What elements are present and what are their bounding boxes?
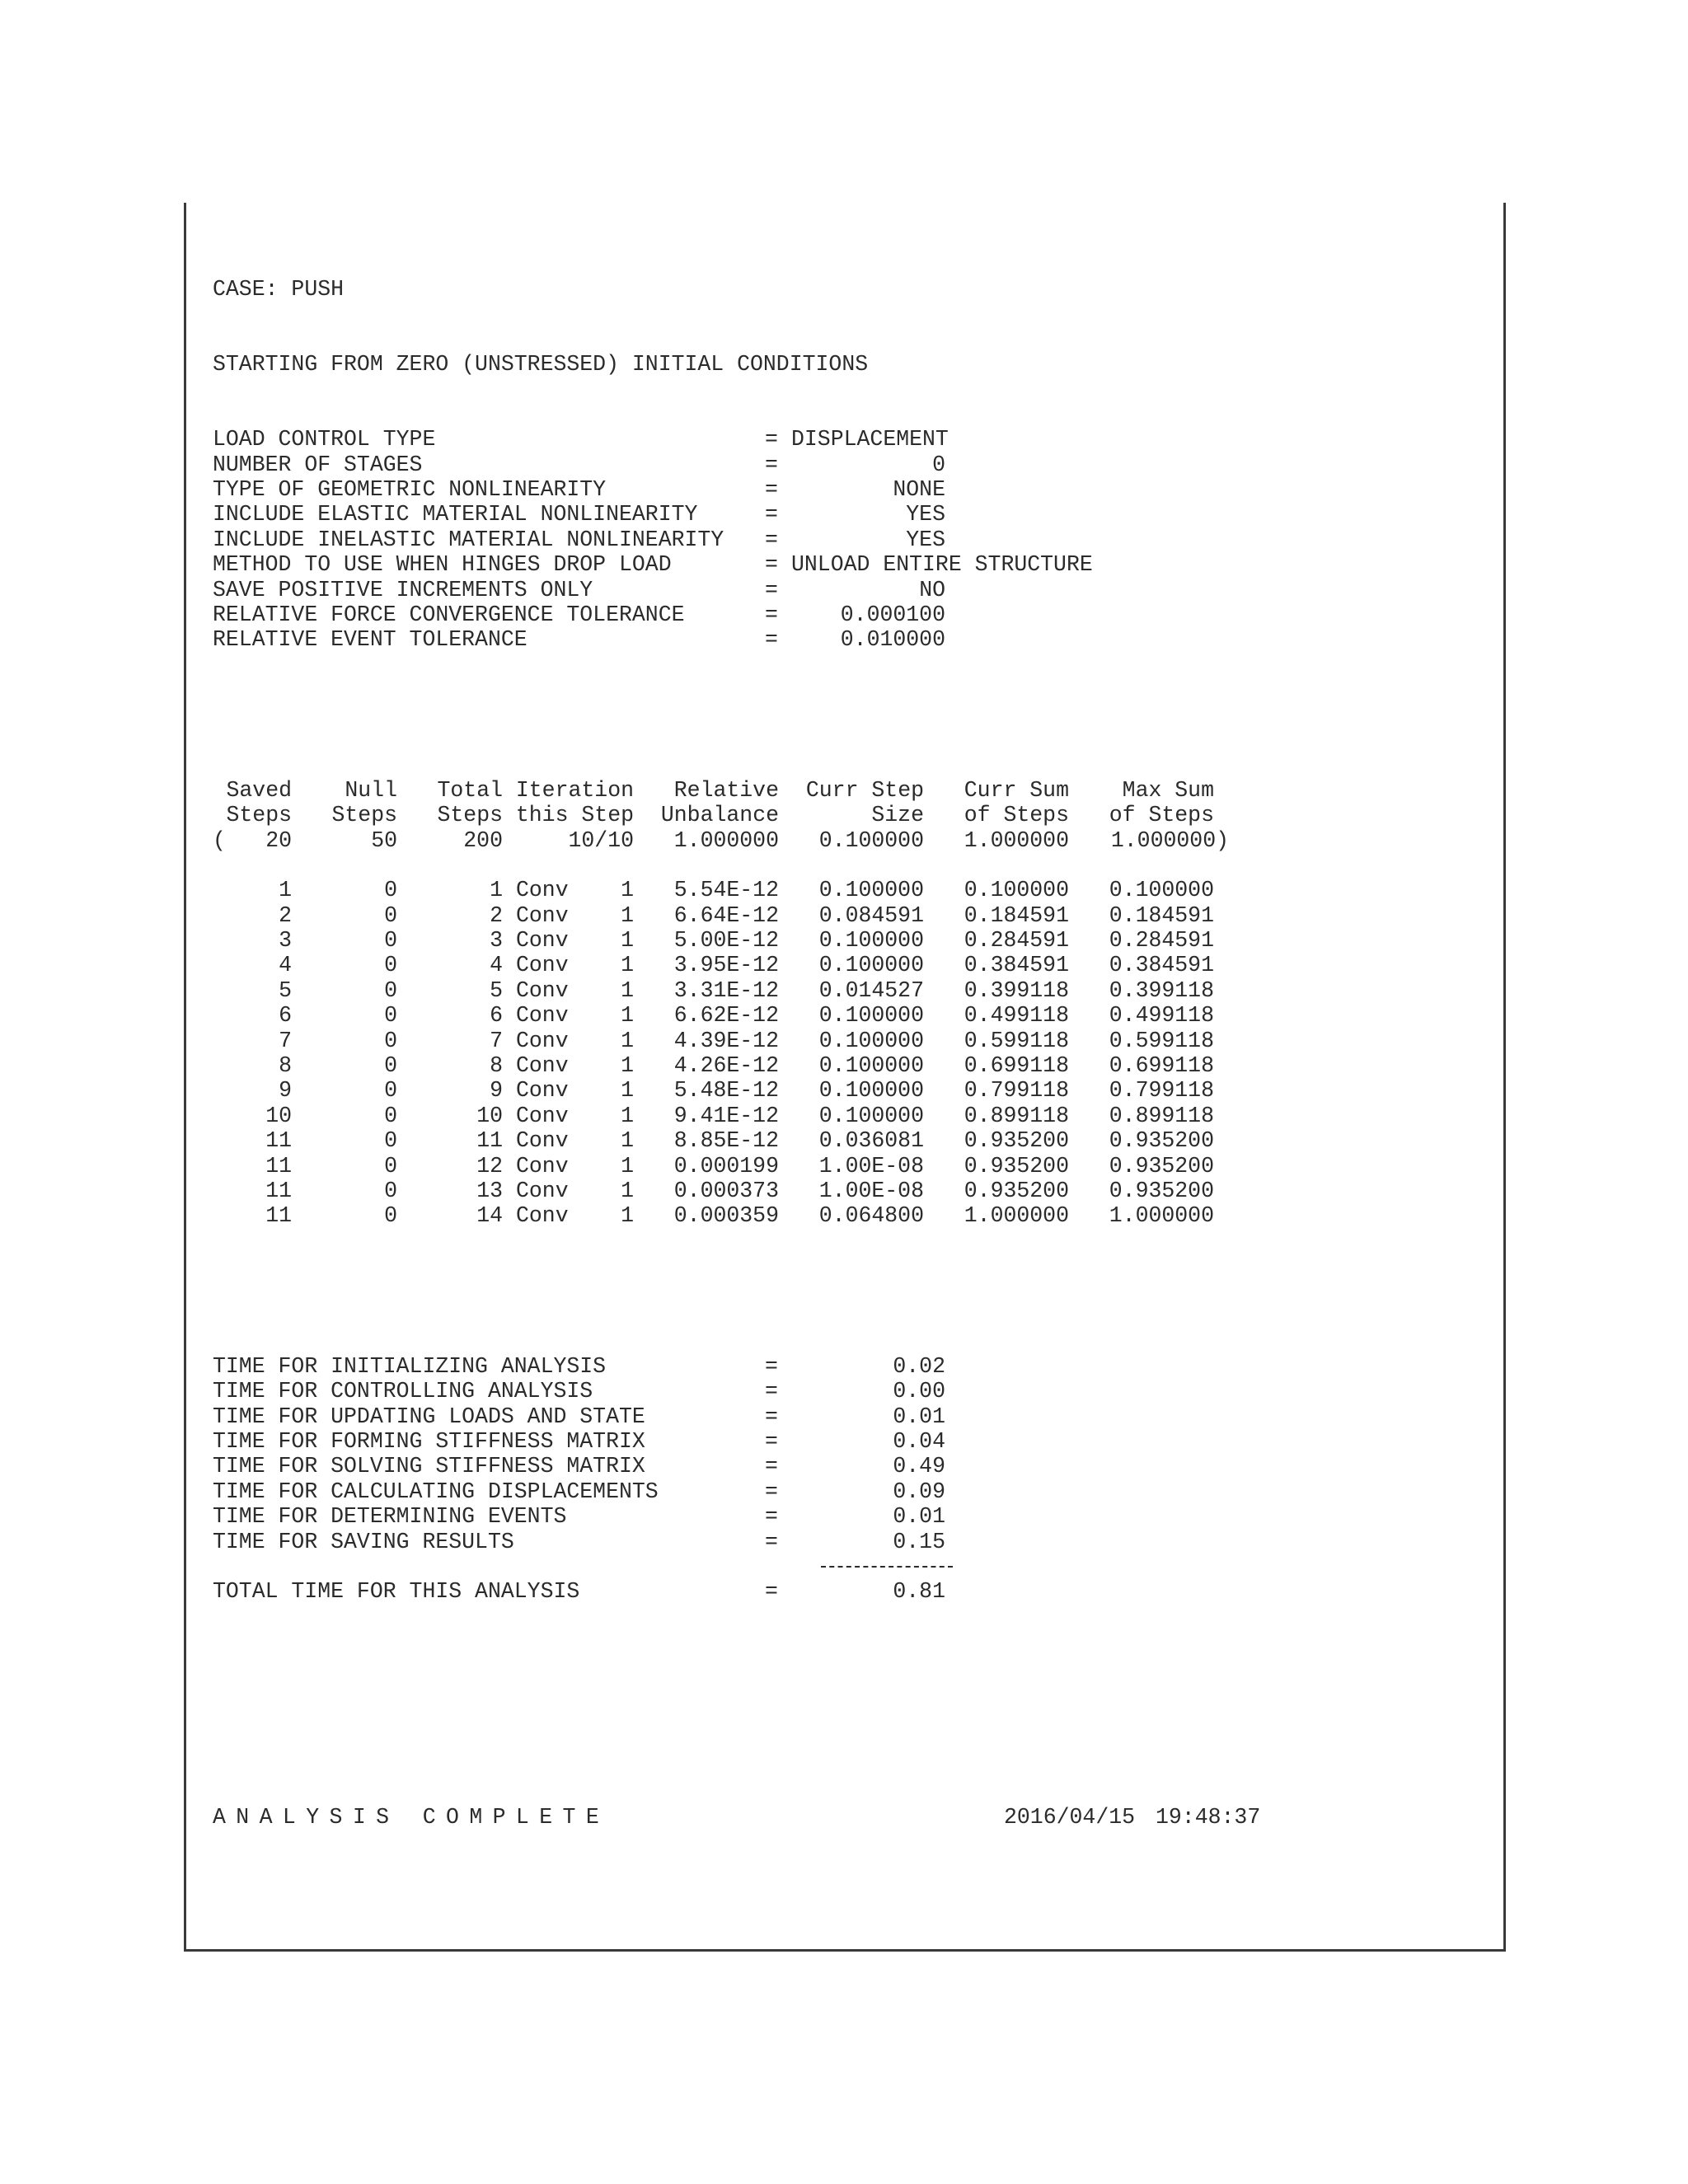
cell-step-size: 0.014527 [818, 977, 924, 1003]
timing-label: TIME FOR CALCULATING DISPLACEMENTS [213, 1479, 659, 1504]
cell-iteration: 1 [621, 1053, 634, 1079]
column-header: this Step [515, 803, 634, 828]
timing-row [213, 1429, 1260, 1454]
column-header: Unbalance [660, 803, 779, 828]
cell-null: 0 [384, 1053, 397, 1079]
cell-unbalance: 0.000359 [673, 1203, 779, 1229]
cell-status: Conv [516, 1103, 569, 1128]
cell-unbalance: 0.000199 [673, 1153, 779, 1179]
timing-row [213, 1479, 1260, 1504]
parameter-label: SAVE POSITIVE INCREMENTS ONLY [213, 577, 593, 602]
table-row [213, 1203, 1260, 1228]
timing-row [213, 1504, 1260, 1529]
timing-label: TIME FOR DETERMINING EVENTS [213, 1504, 567, 1530]
parameter-label: RELATIVE FORCE CONVERGENCE TOLERANCE [213, 602, 685, 627]
cell-null: 0 [384, 977, 397, 1003]
cell-status: Conv [516, 1153, 569, 1179]
completion-time: 19:48:37 [1156, 1804, 1261, 1830]
cell-total: 4 [490, 953, 503, 978]
cell-curr-sum: 0.799118 [964, 1078, 1069, 1104]
parameter-value: NO [919, 577, 945, 602]
column-header: Null [345, 777, 397, 803]
timing-label: TIME FOR UPDATING LOADS AND STATE [213, 1404, 645, 1429]
column-header: Steps [226, 803, 292, 828]
cell-total: 13 [476, 1179, 503, 1203]
cell-saved: 3 [279, 928, 292, 954]
timing-value: 0.04 [893, 1428, 945, 1454]
cell-status: Conv [516, 1179, 569, 1203]
cell-curr-sum: 0.499118 [964, 1003, 1069, 1029]
parameter-label: INCLUDE ELASTIC MATERIAL NONLINEARITY [213, 502, 698, 527]
cell-saved: 2 [279, 902, 292, 928]
table-row [213, 1104, 1260, 1128]
cell-status: Conv [516, 928, 569, 954]
timing-equals: = [765, 1404, 778, 1429]
parameter-label: TYPE OF GEOMETRIC NONLINEARITY [213, 477, 607, 502]
limit-value: 1.000000 [673, 827, 779, 853]
total-time-equals: = [765, 1579, 778, 1605]
cell-max-sum: 0.384591 [1109, 953, 1214, 978]
limit-value: 1.000000) [1110, 827, 1229, 853]
cell-null: 0 [384, 1028, 397, 1053]
column-header: Max Sum [1122, 777, 1214, 803]
cell-saved: 10 [265, 1103, 292, 1128]
cell-iteration: 1 [621, 1179, 634, 1203]
cell-curr-sum: 0.384591 [964, 953, 1069, 978]
cell-step-size: 0.100000 [818, 1028, 924, 1053]
timing-value: 0.09 [893, 1479, 945, 1504]
timing-equals: = [765, 1379, 778, 1404]
parameter-equals: = [765, 502, 778, 527]
cell-status: Conv [516, 1003, 569, 1029]
cell-unbalance: 6.64E-12 [673, 902, 779, 928]
cell-step-size: 1.00E-08 [818, 1179, 924, 1203]
limits-row [213, 828, 1260, 853]
cell-total: 9 [490, 1078, 503, 1104]
cell-null: 0 [384, 928, 397, 954]
cell-step-size: 0.036081 [818, 1128, 924, 1154]
column-header: Total [437, 777, 503, 803]
timing-equals: = [765, 1454, 778, 1479]
cell-iteration: 1 [621, 1078, 634, 1104]
limit-value: 1.000000 [964, 827, 1069, 853]
cell-null: 0 [384, 1153, 397, 1179]
cell-unbalance: 5.54E-12 [673, 878, 779, 903]
cell-null: 0 [384, 902, 397, 928]
cell-total: 5 [490, 977, 503, 1003]
cell-total: 3 [490, 928, 503, 954]
cell-iteration: 1 [621, 977, 634, 1003]
parameter-value: YES [906, 502, 945, 527]
cell-saved: 6 [279, 1003, 292, 1029]
cell-max-sum: 0.935200 [1109, 1179, 1214, 1203]
parameter-row [213, 427, 1260, 452]
column-header: Steps [437, 803, 503, 828]
parameter-row [213, 627, 1260, 652]
parameter-value: DISPLACEMENT [791, 427, 949, 452]
cell-iteration: 1 [621, 1203, 634, 1229]
cell-unbalance: 8.85E-12 [673, 1128, 779, 1154]
parameter-equals: = [765, 452, 778, 477]
table-header-row [213, 803, 1260, 827]
cell-curr-sum: 1.000000 [964, 1203, 1069, 1229]
limit-value: 50 [371, 827, 397, 853]
parameter-row [213, 602, 1260, 627]
parameter-row [213, 477, 1260, 502]
table-row [213, 1029, 1260, 1053]
timing-rule-row [213, 1554, 1260, 1579]
timing-value: 0.15 [893, 1529, 945, 1554]
parameter-row [213, 578, 1260, 602]
cell-total: 7 [490, 1028, 503, 1053]
timing-row [213, 1379, 1260, 1404]
parameter-row [213, 502, 1260, 527]
cell-null: 0 [384, 1103, 397, 1128]
cell-saved: 7 [279, 1028, 292, 1053]
timing-value: 0.02 [893, 1353, 945, 1379]
cell-curr-sum: 0.284591 [964, 928, 1069, 954]
cell-unbalance: 6.62E-12 [673, 1003, 779, 1029]
timing-label: TIME FOR SOLVING STIFFNESS MATRIX [213, 1454, 645, 1479]
parameter-equals: = [765, 602, 778, 627]
cell-curr-sum: 0.184591 [964, 902, 1069, 928]
table-row [213, 1078, 1260, 1103]
total-time-value: 0.81 [893, 1579, 945, 1605]
timing-equals: = [765, 1353, 778, 1379]
timing-equals: = [765, 1529, 778, 1554]
cell-status: Conv [516, 953, 569, 978]
column-header: Saved [226, 777, 292, 803]
parameter-row [213, 452, 1260, 477]
parameter-label: METHOD TO USE WHEN HINGES DROP LOAD [213, 552, 672, 578]
cell-max-sum: 1.000000 [1109, 1203, 1214, 1229]
divider-rule [821, 1566, 953, 1568]
cell-max-sum: 0.699118 [1109, 1053, 1214, 1079]
parameter-label: LOAD CONTROL TYPE [213, 427, 436, 452]
cell-max-sum: 0.184591 [1109, 902, 1214, 928]
completion-date: 2016/04/15 [1004, 1804, 1136, 1830]
parameter-equals: = [765, 627, 778, 653]
cell-total: 6 [490, 1003, 503, 1029]
cell-max-sum: 0.599118 [1109, 1028, 1214, 1053]
column-header: Steps [331, 803, 397, 828]
cell-total: 10 [476, 1103, 503, 1128]
timing-value: 0.00 [893, 1379, 945, 1404]
parameter-equals: = [765, 477, 778, 502]
cell-unbalance: 3.95E-12 [673, 953, 779, 978]
cell-curr-sum: 0.899118 [964, 1103, 1069, 1128]
cell-max-sum: 0.935200 [1109, 1153, 1214, 1179]
cell-total: 8 [490, 1053, 503, 1079]
cell-status: Conv [516, 1078, 569, 1104]
cell-saved: 1 [279, 878, 292, 903]
cell-saved: 11 [265, 1179, 292, 1203]
table-row [213, 928, 1260, 953]
cell-null: 0 [384, 953, 397, 978]
cell-status: Conv [516, 1028, 569, 1053]
cell-curr-sum: 0.599118 [964, 1028, 1069, 1053]
cell-status: Conv [516, 902, 569, 928]
cell-step-size: 0.100000 [818, 928, 924, 954]
table-header-row [213, 778, 1260, 803]
timing-label: TIME FOR SAVING RESULTS [213, 1529, 514, 1554]
cell-saved: 11 [265, 1203, 292, 1229]
cell-max-sum: 0.799118 [1109, 1078, 1214, 1104]
table-row [213, 1128, 1260, 1153]
cell-step-size: 0.100000 [818, 1078, 924, 1104]
timing-value: 0.01 [893, 1404, 945, 1429]
cell-iteration: 1 [621, 1128, 634, 1154]
total-time-row [213, 1579, 1260, 1604]
cell-iteration: 1 [621, 1103, 634, 1128]
cell-unbalance: 9.41E-12 [673, 1103, 779, 1128]
cell-saved: 11 [265, 1128, 292, 1154]
cell-saved: 4 [279, 953, 292, 978]
timing-equals: = [765, 1428, 778, 1454]
cell-step-size: 0.100000 [818, 878, 924, 903]
cell-curr-sum: 0.935200 [964, 1153, 1069, 1179]
cell-curr-sum: 0.100000 [964, 878, 1069, 903]
cell-iteration: 1 [621, 902, 634, 928]
cell-step-size: 0.100000 [818, 953, 924, 978]
cell-iteration: 1 [621, 953, 634, 978]
cell-unbalance: 5.48E-12 [673, 1078, 779, 1104]
parameter-equals: = [765, 577, 778, 602]
parameter-equals: = [765, 552, 778, 578]
column-header: Curr Step [805, 777, 924, 803]
timing-value: 0.49 [893, 1454, 945, 1479]
column-header: Size [871, 803, 924, 828]
timing-list [213, 1354, 1260, 1605]
table-row [213, 978, 1260, 1003]
parameter-value: 0.010000 [840, 627, 945, 653]
cell-curr-sum: 0.935200 [964, 1179, 1069, 1203]
parameter-value: NONE [893, 477, 945, 502]
cell-unbalance: 0.000373 [673, 1179, 779, 1203]
limit-value: 0.100000 [818, 827, 924, 853]
cell-status: Conv [516, 1053, 569, 1079]
column-header: of Steps [1109, 803, 1214, 828]
cell-status: Conv [516, 878, 569, 903]
parameter-row [213, 527, 1260, 552]
timing-row [213, 1354, 1260, 1379]
cell-iteration: 1 [621, 878, 634, 903]
cell-step-size: 0.100000 [818, 1053, 924, 1079]
parameter-equals: = [765, 427, 778, 452]
cell-step-size: 0.100000 [818, 1003, 924, 1029]
cell-max-sum: 0.399118 [1109, 977, 1214, 1003]
limit-value: 20 [265, 827, 292, 853]
cell-total: 11 [476, 1128, 503, 1154]
cell-null: 0 [384, 1078, 397, 1104]
parameter-label: RELATIVE EVENT TOLERANCE [213, 627, 528, 653]
cell-saved: 11 [265, 1153, 292, 1179]
table-row [213, 1053, 1260, 1078]
cell-null: 0 [384, 1203, 397, 1229]
timing-equals: = [765, 1504, 778, 1530]
cell-unbalance: 4.26E-12 [673, 1053, 779, 1079]
cell-max-sum: 0.284591 [1109, 928, 1214, 954]
cell-null: 0 [384, 1179, 397, 1203]
column-header: Curr Sum [964, 777, 1069, 803]
analysis-status: ANALYSIS COMPLETE [213, 1804, 610, 1830]
timing-label: TIME FOR FORMING STIFFNESS MATRIX [213, 1428, 645, 1454]
cell-total: 2 [490, 902, 503, 928]
table-row [213, 878, 1260, 902]
column-header: Relative [673, 777, 779, 803]
timing-label: TIME FOR INITIALIZING ANALYSIS [213, 1353, 607, 1379]
parameter-equals: = [765, 527, 778, 552]
cell-total: 1 [490, 878, 503, 903]
cell-curr-sum: 0.699118 [964, 1053, 1069, 1079]
cell-step-size: 1.00E-08 [818, 1153, 924, 1179]
cell-max-sum: 0.499118 [1109, 1003, 1214, 1029]
parameter-value: YES [906, 527, 945, 552]
timing-row [213, 1454, 1260, 1479]
parameter-value: 0.000100 [840, 602, 945, 627]
column-header: of Steps [964, 803, 1069, 828]
cell-max-sum: 0.935200 [1109, 1128, 1214, 1154]
cell-null: 0 [384, 878, 397, 903]
parameter-label: INCLUDE INELASTIC MATERIAL NONLINEARITY [213, 527, 724, 552]
cell-saved: 8 [279, 1053, 292, 1079]
limit-value: 10/10 [568, 827, 634, 853]
timing-label: TIME FOR CONTROLLING ANALYSIS [213, 1379, 593, 1404]
case-line: CASE: PUSH [213, 276, 345, 302]
cell-iteration: 1 [621, 1028, 634, 1053]
limit-value: ( [213, 827, 226, 853]
cell-total: 14 [476, 1203, 503, 1229]
cell-total: 12 [476, 1153, 503, 1179]
table-row [213, 903, 1260, 928]
footer-line [213, 1805, 1260, 1830]
cell-curr-sum: 0.399118 [964, 977, 1069, 1003]
table-row [213, 1154, 1260, 1179]
analysis-log [213, 227, 1260, 1855]
table-row [213, 953, 1260, 977]
parameter-list [213, 427, 1260, 653]
cell-status: Conv [516, 1128, 569, 1154]
step-table [213, 778, 1260, 1229]
cell-iteration: 1 [621, 1003, 634, 1029]
parameter-value: 0 [932, 452, 945, 477]
cell-max-sum: 0.100000 [1109, 878, 1214, 903]
cell-step-size: 0.064800 [818, 1203, 924, 1229]
cell-saved: 9 [279, 1078, 292, 1104]
cell-iteration: 1 [621, 1153, 634, 1179]
cell-unbalance: 3.31E-12 [673, 977, 779, 1003]
table-row [213, 1179, 1260, 1203]
table-row [213, 1003, 1260, 1028]
start-line: STARTING FROM ZERO (UNSTRESSED) INITIAL CONDITIONS [213, 352, 869, 377]
parameter-label: NUMBER OF STAGES [213, 452, 423, 477]
timing-equals: = [765, 1479, 778, 1504]
total-time-label: TOTAL TIME FOR THIS ANALYSIS [213, 1579, 580, 1605]
cell-max-sum: 0.899118 [1109, 1103, 1214, 1128]
cell-curr-sum: 0.935200 [964, 1128, 1069, 1154]
cell-null: 0 [384, 1128, 397, 1154]
cell-null: 0 [384, 1003, 397, 1029]
cell-status: Conv [516, 1203, 569, 1229]
cell-iteration: 1 [621, 928, 634, 954]
cell-step-size: 0.100000 [818, 1103, 924, 1128]
cell-unbalance: 5.00E-12 [673, 928, 779, 954]
timing-value: 0.01 [893, 1504, 945, 1530]
parameter-value: UNLOAD ENTIRE STRUCTURE [791, 552, 1093, 578]
limit-value: 200 [463, 827, 503, 853]
column-header: Iteration [515, 777, 634, 803]
cell-step-size: 0.084591 [818, 902, 924, 928]
cell-status: Conv [516, 977, 569, 1003]
parameter-row [213, 552, 1260, 577]
timing-row [213, 1404, 1260, 1429]
cell-unbalance: 4.39E-12 [673, 1028, 779, 1053]
cell-saved: 5 [279, 977, 292, 1003]
timing-row [213, 1530, 1260, 1554]
